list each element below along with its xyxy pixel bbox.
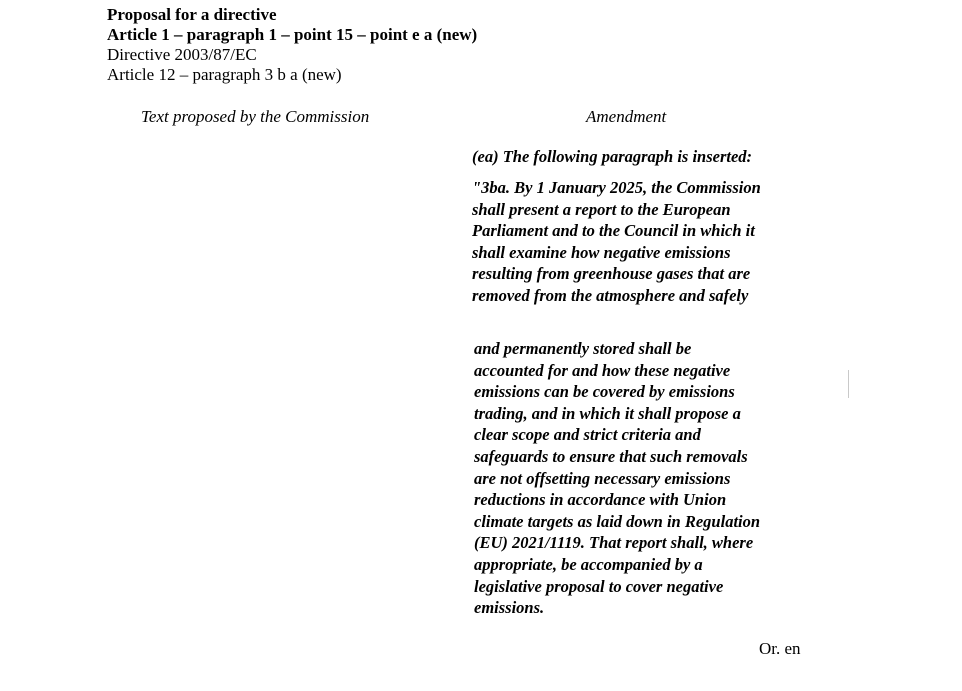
document-header bbox=[107, 5, 477, 85]
amendment-line: accounted for and how these negative bbox=[474, 360, 731, 380]
amendment-intro bbox=[472, 146, 752, 168]
page-edge-divider bbox=[848, 370, 849, 398]
amendment-line: resulting from greenhouse gases that are bbox=[472, 264, 751, 284]
amendment-line: appropriate, be accompanied by a bbox=[474, 554, 703, 574]
amendment-text-part1 bbox=[472, 177, 761, 307]
amendment-line: shall present a report to the European bbox=[472, 199, 731, 219]
amendment-line: Parliament and to the Council in which it bbox=[472, 221, 755, 241]
amendment-heading: Amendment bbox=[586, 107, 667, 126]
directive-reference: Directive 2003/87/EC bbox=[107, 45, 257, 64]
amendment-line: emissions can be covered by emissions bbox=[474, 382, 735, 402]
amendment-line: (EU) 2021/1119. That report shall, where bbox=[474, 533, 754, 553]
amendment-text-part2 bbox=[474, 338, 760, 619]
doc-type-title: Proposal for a directive bbox=[107, 5, 277, 24]
amendment-line: "3ba. By 1 January 2025, the Commission bbox=[472, 178, 761, 197]
original-language-note: Or. en bbox=[759, 639, 801, 658]
amendment-line: trading, and in which it shall propose a bbox=[474, 403, 741, 423]
amendment-line: and permanently stored shall be bbox=[474, 339, 692, 358]
amendment-intro-line: (ea) The following paragraph is inserted: bbox=[472, 147, 753, 166]
commission-text-heading: Text proposed by the Commission bbox=[141, 107, 370, 126]
amendment-line: removed from the atmosphere and safely bbox=[472, 285, 749, 305]
paragraph-reference: Article 12 – paragraph 3 b a (new) bbox=[107, 65, 342, 84]
amendment-line: shall examine how negative emissions bbox=[472, 242, 731, 262]
amendment-line: clear scope and strict criteria and bbox=[474, 425, 701, 445]
amendment-line: reductions in accordance with Union bbox=[474, 490, 727, 510]
article-reference: Article 1 – paragraph 1 – point 15 – point e a (new) bbox=[107, 25, 478, 44]
amendment-line: emissions. bbox=[474, 598, 545, 618]
amendment-line: climate targets as laid down in Regulation bbox=[474, 511, 761, 531]
amendment-line: legislative proposal to cover negative bbox=[474, 576, 724, 596]
amendment-line: safeguards to ensure that such removals bbox=[474, 446, 748, 466]
amendment-line: are not offsetting necessary emissions bbox=[474, 468, 731, 488]
